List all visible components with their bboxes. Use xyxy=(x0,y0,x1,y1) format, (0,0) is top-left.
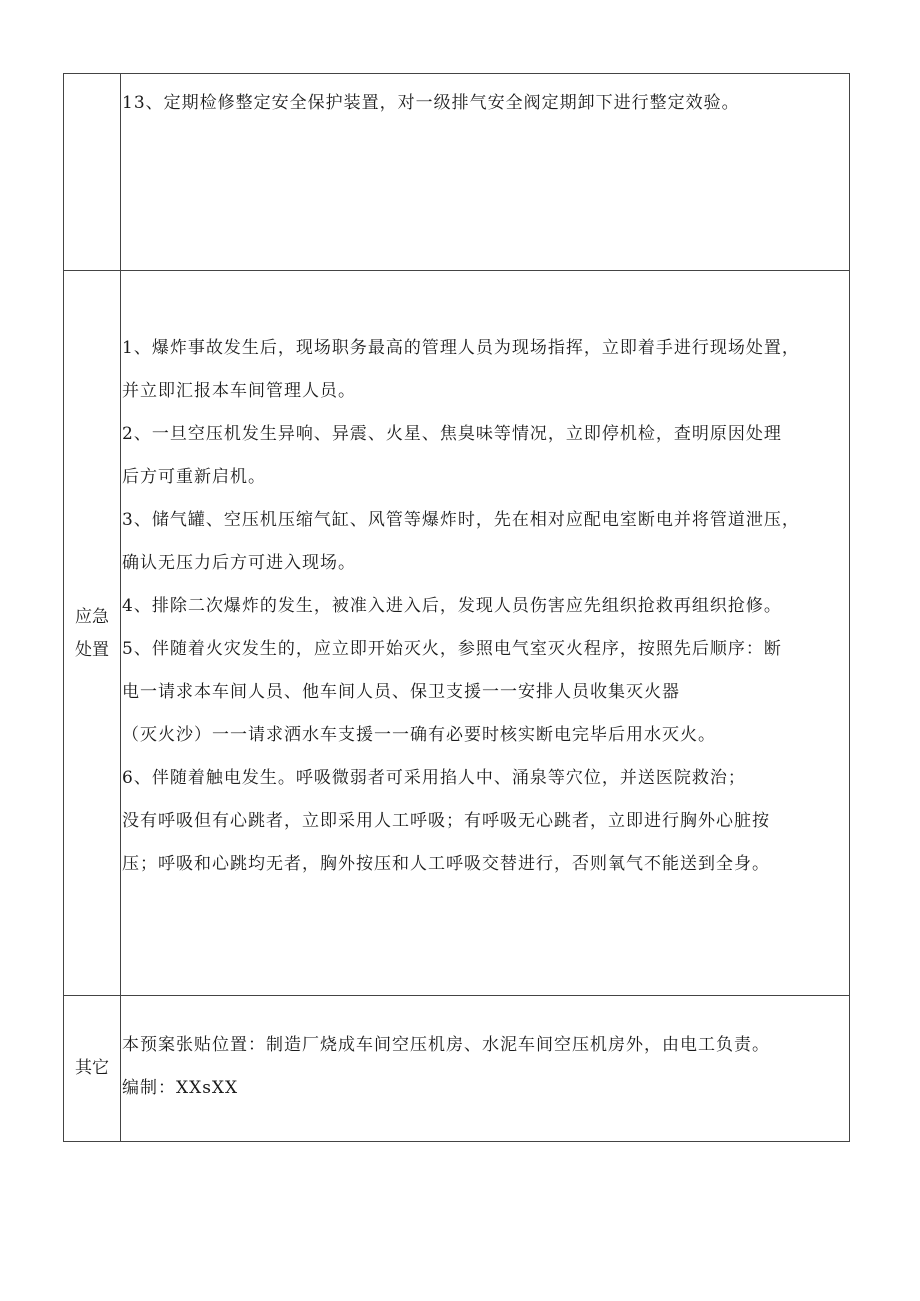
table-row-emergency xyxy=(63,270,850,996)
text-line: 并立即汇报本车间管理人员。 xyxy=(122,381,356,401)
text-line: 4、排除二次爆炸的发生，被准入进入后，发现人员伤害应先组织抢救再组织抢修。 xyxy=(122,596,782,616)
measure-item-13 xyxy=(122,82,847,125)
text-line: 编制：XXsXX xyxy=(122,1078,239,1098)
text-line: 电一请求本车间人员、他车间人员、保卫支援一一安排人员收集灭火器 xyxy=(122,682,680,702)
text-line: 后方可重新启机。 xyxy=(122,467,266,487)
label-line: 处置 xyxy=(75,639,109,660)
text-line: 2、一旦空压机发生异响、异震、火星、焦臭味等情况，立即停机检，查明原因处理 xyxy=(122,424,782,444)
row-label-cell xyxy=(64,996,121,1141)
row-label-cell xyxy=(64,74,121,271)
row-content-cell xyxy=(122,74,849,271)
text-line: 5、伴随着火灾发生的，应立即开始灭火，参照电气室灭火程序，按照先后顺序：断 xyxy=(122,639,782,659)
row-label: 其它 xyxy=(75,1058,109,1078)
row-content-cell xyxy=(122,996,849,1141)
other-notes-text xyxy=(122,1024,847,1110)
text-line: 压；呼吸和心跳均无者，胸外按压和人工呼吸交替进行，否则氧气不能送到全身。 xyxy=(122,854,770,874)
text-line: 没有呼吸但有心跳者，立即采用人工呼吸；有呼吸无心跳者，立即进行胸外心脏按 xyxy=(122,811,770,831)
text-line: （灭火沙）一一请求洒水车支援一一确有必要时核实断电完毕后用水灭火。 xyxy=(122,725,716,745)
text-line: 13、定期检修整定安全保护装置，对一级排气安全阀定期卸下进行整定效验。 xyxy=(122,93,740,113)
table-row-other xyxy=(63,995,850,1142)
label-line: 应急 xyxy=(75,606,109,627)
text-line: 本预案张贴位置：制造厂烧成车间空压机房、水泥车间空压机房外，由电工负责。 xyxy=(122,1035,770,1055)
row-label xyxy=(72,601,112,667)
row-content-cell xyxy=(122,271,849,996)
emergency-procedure-text xyxy=(122,327,847,886)
row-label-cell xyxy=(64,271,121,996)
text-line: 确认无压力后方可进入现场。 xyxy=(122,553,356,573)
text-line: 3、储气罐、空压机压缩气缸、风管等爆炸时，先在相对应配电室断电并将管道泄压， xyxy=(122,510,800,530)
text-line: 6、伴随着触电发生。呼吸微弱者可采用掐人中、涌泉等穴位，并送医院救治； xyxy=(122,768,746,788)
text-line: 1、爆炸事故发生后，现场职务最高的管理人员为现场指挥，立即着手进行现场处置， xyxy=(122,338,800,358)
table-row-measures xyxy=(63,73,850,271)
